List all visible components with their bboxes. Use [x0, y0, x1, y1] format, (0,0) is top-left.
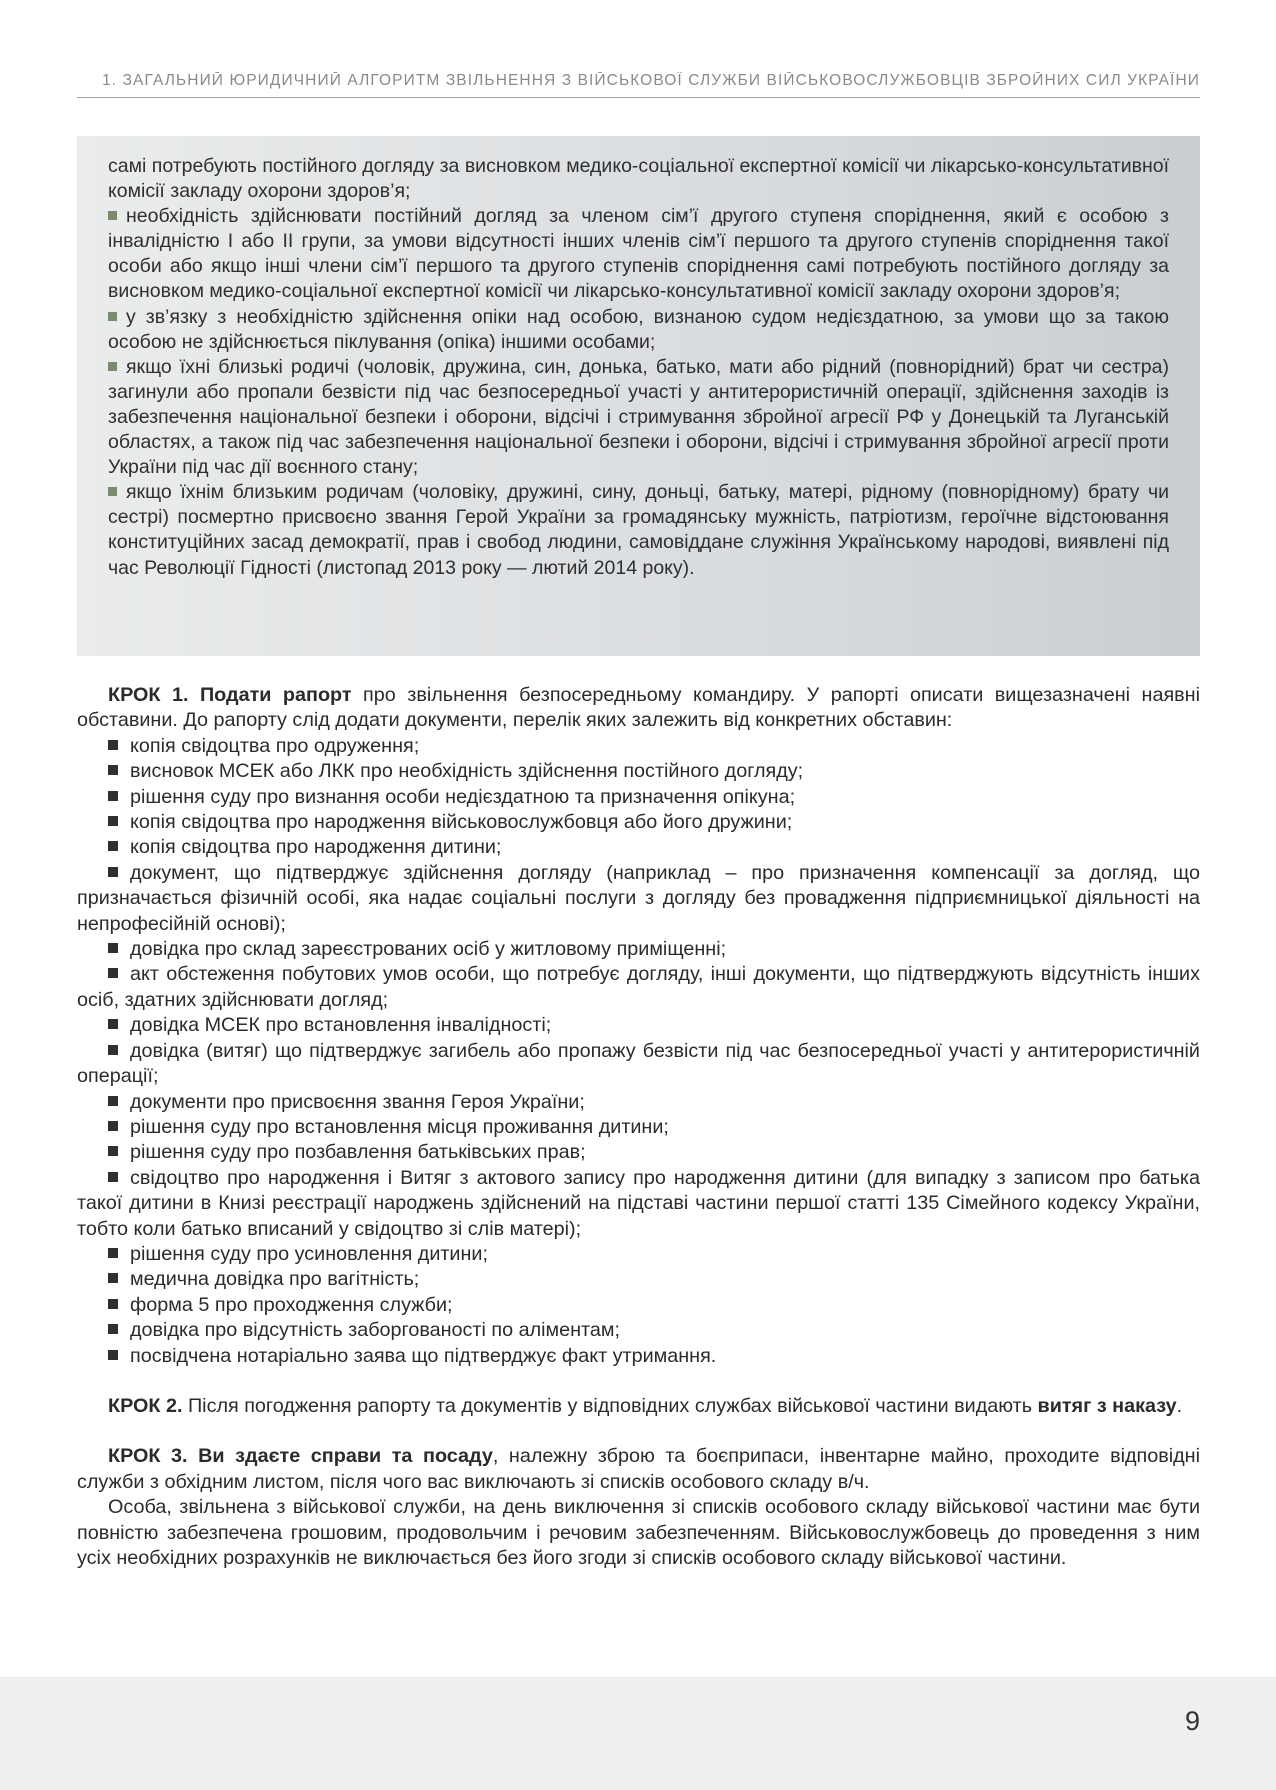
square-bullet-icon — [108, 1324, 118, 1334]
list-item: документ, що підтверджує здійснення догляду (наприклад – про призначення компенсації за догляд, що призначається фізичній особі, яка надає соціальні послуги з догляду без провадження підприємницької діяльності на непрофесійній основі); — [77, 861, 1200, 935]
intro-item: якщо їхнім близьким родичам (чоловіку, дружині, сину, доньці, батьку, матері, рідному (повнорідному) брату чи сестрі) посмертно присвоєно звання Герой України за громадянську мужність, патріотизм, героїчне відстоювання конституційних засад демократії, прав і свобод людини, самовіддане служіння Українському народові, виявлені під час Революції Гідності (листопад 2013 року — лютий 2014 року). — [108, 481, 1169, 579]
square-bullet-icon — [108, 1299, 118, 1309]
list-item: довідка МСЕК про встановлення інвалідності; — [77, 1013, 1200, 1038]
list-item: рішення суду про встановлення місця проживання дитини; — [77, 1115, 1200, 1140]
square-bullet-icon — [108, 1096, 118, 1106]
square-bullet-icon — [108, 1146, 118, 1156]
step2-label: КРОК 2. — [108, 1394, 183, 1417]
square-bullet-icon — [108, 1248, 118, 1258]
intro-box — [77, 136, 1200, 656]
square-bullet-icon — [108, 362, 117, 371]
main-content — [77, 683, 1200, 1571]
list-item: рішення суду про позбавлення батьківських прав; — [77, 1140, 1200, 1165]
square-bullet-icon — [108, 1121, 118, 1131]
list-item: довідка про відсутність заборгованості по аліментам; — [77, 1318, 1200, 1343]
square-bullet-icon — [108, 968, 118, 978]
list-item: копія свідоцтва про одруження; — [77, 734, 1200, 759]
square-bullet-icon — [108, 1045, 118, 1055]
list-item: довідка про склад зареєстрованих осіб у житловому приміщенні; — [77, 937, 1200, 962]
square-bullet-icon — [108, 943, 118, 953]
square-bullet-icon — [108, 1273, 118, 1283]
square-bullet-icon — [108, 1350, 118, 1360]
step2-bold-term: витяг з наказу — [1037, 1394, 1177, 1417]
list-item: акт обстеження побутових умов особи, що потребує догляду, інші документи, що підтверджують відсутність інших осіб, здатних здійснювати догляд; — [77, 963, 1200, 1011]
square-bullet-icon — [108, 841, 118, 851]
intro-continuation: самі потребують постійного догляду за висновком медико-соціальної експертної комісії чи лікарсько-консультативної комісії закладу охорони здоров’я; — [108, 155, 1169, 203]
square-bullet-icon — [108, 765, 118, 775]
list-item: копія свідоцтва про народження дитини; — [77, 835, 1200, 860]
list-item: рішення суду про визнання особи недієздатною та призначення опікуна; — [77, 785, 1200, 810]
header-divider — [77, 97, 1200, 98]
list-item: форма 5 про проходження служби; — [77, 1293, 1200, 1318]
list-item: копія свідоцтва про народження військовослужбовця або його дружини; — [77, 810, 1200, 835]
square-bullet-icon — [108, 1019, 118, 1029]
step2-paragraph: КРОК 2. Після погодження рапорту та документів у відповідних службах військової частини видають витяг з наказу. — [108, 1394, 1183, 1417]
step3-label: КРОК 3. Ви здаєте справи та посаду — [108, 1445, 493, 1468]
page-number: 9 — [1184, 1706, 1200, 1736]
step1-intro: КРОК 1. Подати рапорт про звільнення безпосередньому командиру. У рапорті описати вищезазначені наявні обставини. До рапорту слід додати документи, перелік яких залежить від конкретних обставин: — [77, 684, 1200, 732]
step3-detail-paragraph: Особа, звільнена з військової служби, на день виключення зі списків особового складу військової частини має бути повністю забезпечена грошовим, продовольчим і речовим забезпеченням. Військовослужбовець до проведення з ним усіх необхідних розрахунків не виключається без його згоди зі списків особового складу військової частини. — [77, 1496, 1200, 1569]
step1-label: КРОК 1. Подати рапорт — [108, 684, 352, 706]
square-bullet-icon — [108, 1172, 118, 1182]
intro-item: якщо їхні близькі родичі (чоловік, дружина, син, донька, батько, мати або рідний (повнорідний) брат чи сестра) загинули або пропали безвісти під час безпосередньої участі у антитерористичній операції, здійснення заходів із забезпечення національної безпеки і оборони, відсічі і стримування збройної агресії РФ у Донецькій та Луганській областях, а також під час забезпечення національної безпеки і оборони, відсічі і стримування збройної агресії проти України під час дії воєнного стану; — [108, 355, 1169, 479]
list-item: медична довідка про вагітність; — [77, 1267, 1200, 1292]
running-header: 1. ЗАГАЛЬНИЙ ЮРИДИЧНИЙ АЛГОРИТМ ЗВІЛЬНЕННЯ З ВІЙСЬКОВОЇ СЛУЖБИ ВІЙСЬКОВОСЛУЖБОВЦІВ ЗБРОЙНИХ СИЛ УКРАЇНИ — [102, 72, 1200, 89]
square-bullet-icon — [108, 740, 118, 750]
square-bullet-icon — [108, 791, 118, 801]
square-bullet-icon — [108, 487, 117, 496]
step3-paragraph: КРОК 3. Ви здаєте справи та посаду, належну зброю та боєприпаси, інвентарне майно, проходите відповідні служби з обхідним листом, після чого вас виключають зі списків особового складу в/ч. — [77, 1445, 1200, 1493]
list-item: посвідчена нотаріально заява що підтверджує факт утримання. — [77, 1344, 1200, 1369]
intro-item: необхідність здійснювати постійний догляд за членом сім’ї другого ступеня споріднення, який є особою з інвалідністю I або II групи, за умови відсутності інших членів сім’ї першого та другого ступенів споріднення такої особи або якщо інші члени сім’ї першого та другого ступенів споріднення самі потребують постійного догляду за висновком медико-соціальної експертної комісії чи лікарсько-консультативної комісії закладу охорони здоров’я; — [108, 205, 1169, 303]
footer-band — [0, 1677, 1276, 1790]
square-bullet-icon — [108, 867, 118, 877]
square-bullet-icon — [108, 312, 117, 321]
list-item: документи про присвоєння звання Героя України; — [77, 1090, 1200, 1115]
list-item: свідоцтво про народження і Витяг з актового запису про народження дитини (для випадку з записом про батька такої дитини в Книзі реєстрації народжень здійснений на підставі частини першої статті 135 Сімейного кодексу України, тобто коли батько вписаний у свідоцтво зі слів матері); — [77, 1166, 1200, 1240]
list-item: довідка (витяг) що підтверджує загибель або пропажу безвісти під час безпосередньої участі у антитерористичній операції; — [77, 1039, 1200, 1088]
intro-item: у зв’язку з необхідністю здійснення опіки над особою, визнаною судом недієздатною, за умови що за такою особою не здійснюється піклування (опіка) іншими особами; — [108, 305, 1169, 353]
square-bullet-icon — [108, 211, 117, 220]
square-bullet-icon — [108, 816, 118, 826]
list-item: рішення суду про усиновлення дитини; — [77, 1242, 1200, 1267]
list-item: висновок МСЕК або ЛКК про необхідність здійснення постійного догляду; — [77, 759, 1200, 784]
step1-documents-list — [77, 734, 1200, 1369]
